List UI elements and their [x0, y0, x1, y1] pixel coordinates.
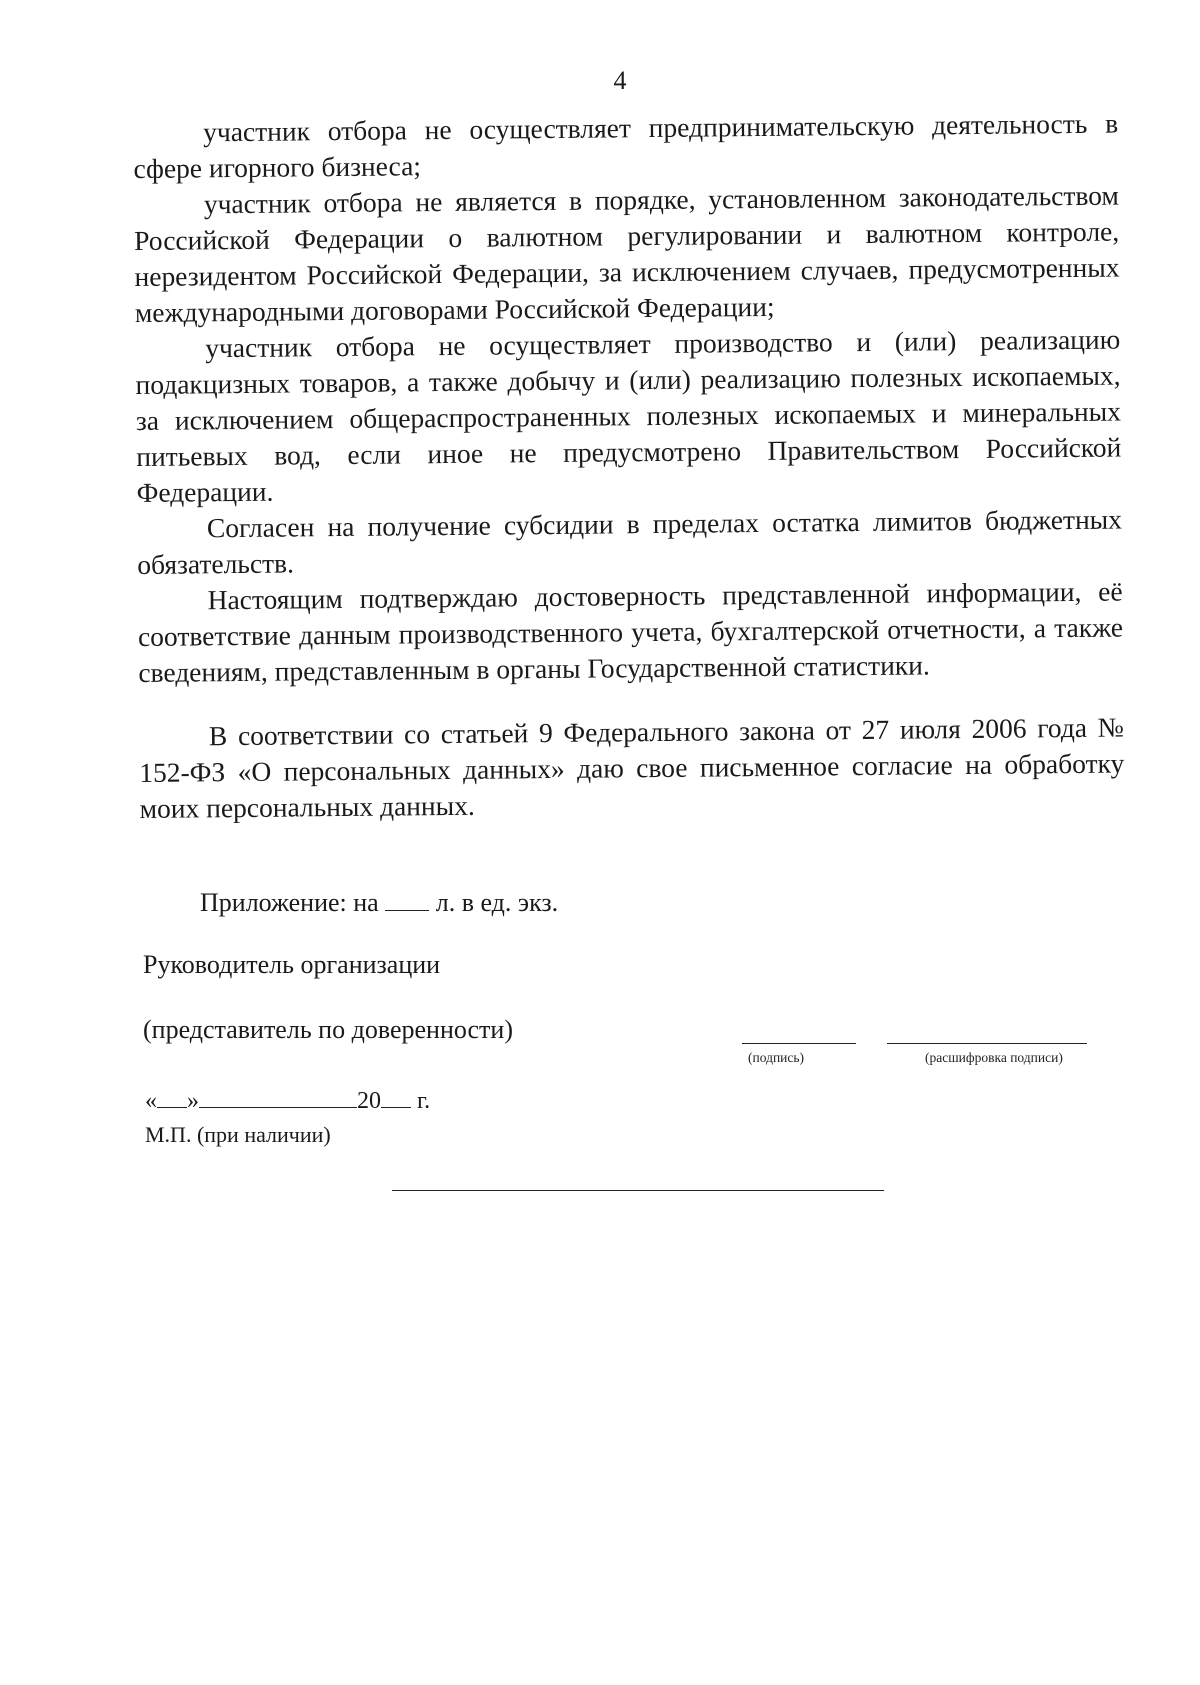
paragraph-nonresident: участник отбора не является в порядке, установленном законодательством Российской Федерации о валютном регулировании и валютном контроле, нерезидентом Российской Федерации, за исключением случаев, предусмотренных международными договорами Российской Федерации; [134, 179, 1120, 328]
signature-decoding-line[interactable] [887, 1043, 1087, 1044]
stamp-note: М.П. (при наличии) [145, 1122, 331, 1147]
paragraph-gambling: участник отбора не осуществляет предпринимательскую деятельность в сфере игорного бизнеса; [133, 107, 1119, 184]
closing-rule [392, 1190, 884, 1191]
paragraph-accuracy-confirmation: Настоящим подтверждаю достоверность представленной информации, её соответствие данным производственного учета, бухгалтерской отчетности, а также сведениям, представленным в органы Государственной статистики. [137, 575, 1124, 688]
signatory-proxy-note: (представитель по доверенности) [143, 1015, 513, 1044]
signature-decoding-caption: (расшифровка подписи) [925, 1050, 1063, 1065]
attachment-suffix: л. в ед. экз. [435, 888, 559, 917]
date-close-quote: » [187, 1088, 199, 1114]
attachment-prefix: Приложение: на [200, 888, 379, 917]
date-month-blank[interactable] [199, 1107, 357, 1108]
paragraph-personal-data-consent: В соответствии со статьей 9 Федерального закона от 27 июля 2006 года № 152-ФЗ «О персональных данных» даю свое письменное согласие на обработку моих персональных данных. [139, 711, 1125, 824]
date-day-blank[interactable] [157, 1107, 187, 1108]
date-year-blank[interactable] [381, 1107, 411, 1108]
date-open-quote: « [145, 1088, 157, 1114]
date-year-suffix: г. [417, 1088, 431, 1114]
signature-caption: (подпись) [748, 1050, 805, 1065]
attachment-line [200, 888, 558, 918]
document-body [133, 106, 1125, 827]
paragraph-excise-goods: участник отбора не осуществляет производство и (или) реализацию подакцизных товаров, а также добычу и (или) реализацию полезных ископаемых, за исключением общераспространенных полезных ископаемых и минеральных питьевых вод, если иное не предусмотрено Правительством Российской Федерации. [135, 323, 1122, 508]
signatory-title: Руководитель организации [143, 950, 441, 979]
signature-line[interactable] [742, 1043, 856, 1044]
date-line [145, 1088, 430, 1115]
paragraph-subsidy-consent: Согласен на получение субсидии в пределах остатка лимитов бюджетных обязательств. [137, 503, 1123, 580]
attachment-pages-blank[interactable] [385, 910, 429, 911]
page-number: 4 [613, 66, 627, 95]
date-year-prefix: 20 [357, 1088, 381, 1114]
